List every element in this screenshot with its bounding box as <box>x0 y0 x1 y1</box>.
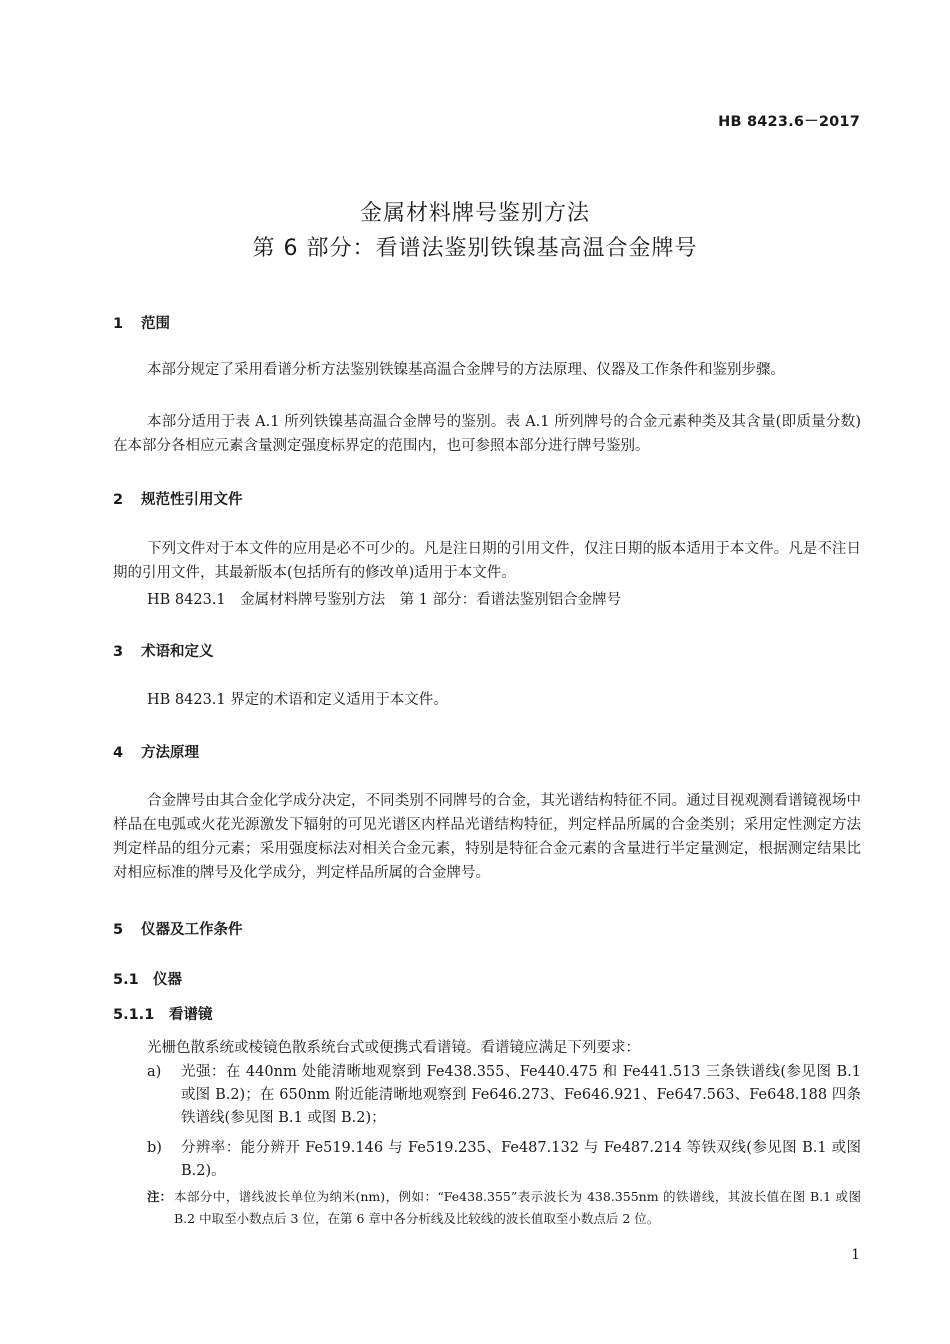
note-marker: 注： <box>147 1189 173 1204</box>
list-item <box>147 1137 861 1183</box>
section-title: 仪器及工作条件 <box>141 922 243 938</box>
paragraph: 下列文件对于本文件的应用是必不可少的。凡是注日期的引用文件，仅注日期的版本适用于本文件。凡是不注日期的引用文件，其最新版本(包括所有的修改单)适用于本文件。 <box>113 541 861 581</box>
paragraph: HB 8423.1 界定的术语和定义适用于本文件。 <box>147 692 448 708</box>
standard-code: HB 8423.6－2017 <box>718 114 860 130</box>
section-title: 方法原理 <box>141 745 199 761</box>
paragraph: 本部分适用于表 A.1 所列铁镍基高温合金牌号的鉴别。表 A.1 所列牌号的合金元素种类及其含量(即质量分数)在本部分各相应元素含量测定强度标界定的范围内，也可参照本部分进行牌号鉴别。 <box>113 414 861 454</box>
section-title: 看谱镜 <box>169 1007 213 1023</box>
section-4-heading <box>113 741 199 762</box>
section-title: 仪器 <box>153 972 182 988</box>
section-2-heading <box>113 488 243 509</box>
section-number: 5.1.1 <box>113 1007 155 1023</box>
paragraph: 合金牌号由其合金化学成分决定，不同类别不同牌号的合金，其光谱结构特征不同。通过目视观测看谱镜视场中样品在电弧或火花光源激发下辐射的可见光谱区内样品光谱结构特征，判定样品所属的合金类别；采用定性测定方法判定样品的组分元素；采用强度标法对相关合金元素，特别是特征合金元素的含量进行半定量测定，根据测定结果比对相应标准的牌号及化学成分，判定样品所属的合金牌号。 <box>113 793 861 881</box>
list-item-text: 分辨率：能分辨开 Fe519.146 与 Fe519.235、Fe487.132 与 Fe487.214 等铁双线(参见图 B.1 或图 B.2)。 <box>181 1140 861 1179</box>
section-number: 4 <box>113 745 124 761</box>
note-text: 本部分中，谱线波长单位为纳米(nm)，例如：“Fe438.355”表示波长为 438.355nm 的铁谱线，其波长值在图 B.1 或图 B.2 中取至小数点后 3 位，在第 6 章中各分析线及比较线的波长值取至小数点后 2 位。 <box>174 1189 861 1226</box>
page-number: 1 <box>851 1247 860 1263</box>
list-marker: a) <box>147 1064 162 1080</box>
section-title: 范围 <box>141 316 170 332</box>
list-marker: b) <box>147 1140 162 1156</box>
note <box>147 1186 861 1230</box>
section-5-heading <box>113 918 243 939</box>
document-subtitle: 第 6 部分：看谱法鉴别铁镍基高温合金牌号 <box>252 236 698 261</box>
list-item-text: 光强：在 440nm 处能清晰地观察到 Fe438.355、Fe440.475 和 Fe441.513 三条铁谱线(参见图 B.1 或图 B.2)；在 650nm 附近能清晰地观察到 Fe646.273、Fe646.921、Fe647.563、Fe648.188 四条铁谱线(参见图 B.1 或图 B.2)； <box>181 1064 861 1126</box>
paragraph: 本部分规定了采用看谱分析方法鉴别铁镍基高温合金牌号的方法原理、仪器及工作条件和鉴别步骤。 <box>147 362 785 378</box>
section-title: 规范性引用文件 <box>141 492 243 508</box>
normative-reference: HB 8423.1 金属材料牌号鉴别方法 第 1 部分：看谱法鉴别铝合金牌号 <box>147 592 622 608</box>
document-title: 金属材料牌号鉴别方法 <box>359 201 590 226</box>
section-number: 3 <box>113 644 124 660</box>
section-3-heading <box>113 640 214 661</box>
section-1-heading <box>113 312 170 333</box>
section-5-1-1-heading <box>113 1003 213 1024</box>
list-item <box>147 1061 861 1130</box>
section-number: 5.1 <box>113 972 139 988</box>
paragraph: 光栅色散系统或棱镜色散系统台式或便携式看谱镜。看谱镜应满足下列要求： <box>147 1040 640 1056</box>
section-number: 1 <box>113 316 124 332</box>
section-5-1-heading <box>113 968 182 989</box>
section-title: 术语和定义 <box>141 644 214 660</box>
section-number: 5 <box>113 922 124 938</box>
section-number: 2 <box>113 492 124 508</box>
